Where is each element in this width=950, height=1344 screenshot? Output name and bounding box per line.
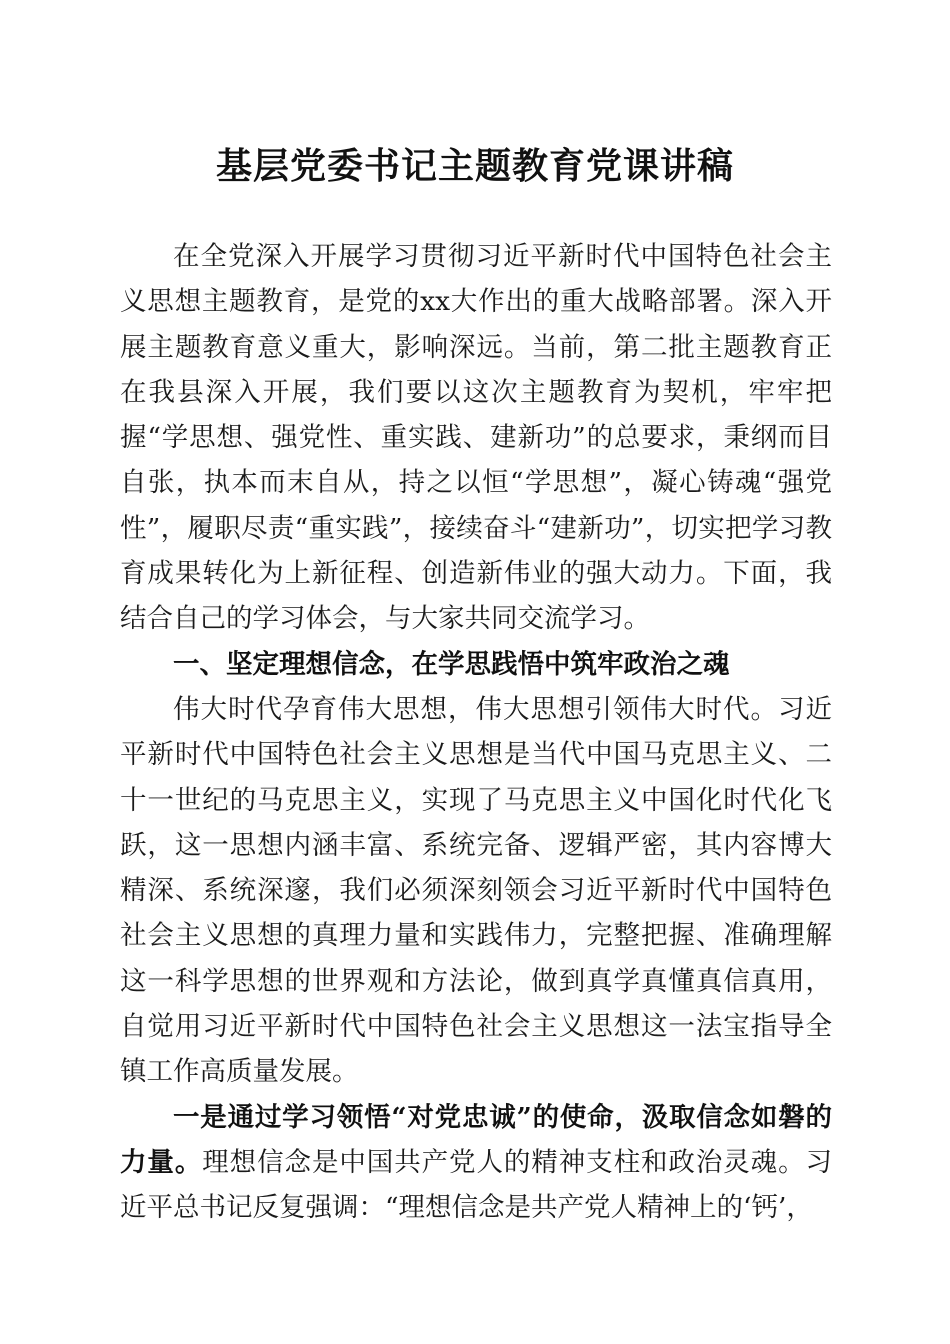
document-body (120, 234, 832, 1231)
intro-paragraph: 在全党深入开展学习贯彻习近平新时代中国特色社会主义思想主题教育，是党的xx大作出的重大战略部署。深入开展主题教育意义重大，影响深远。当前，第二批主题教育正在我县深入开展，我们要以这次主题教育为契机，牢牢把握“学思想、强党性、重实践、建新功”的总要求，秉纲而目自张，执本而末自从，持之以恒“学思想”，凝心铸魂“强党性”，履职尽责“重实践”，接续奋斗“建新功”，切实把学习教育成果转化为上新征程、创造新伟业的强大动力。下面，我结合自己的学习体会，与大家共同交流学习。 (120, 241, 832, 635)
point-1-text: 理想信念是中国共产党人的精神支柱和政治灵魂。习近平总书记反复强调：“理想信念是共产党人精神上的‘钙’， (120, 1146, 833, 1224)
section-1-paragraph: 伟大时代孕育伟大思想，伟大思想引领伟大时代。习近平新时代中国特色社会主义思想是当代中国马克思主义、二十一世纪的马克思主义，实现了马克思主义中国化时代化飞跃，这一思想内涵丰富、系统完备、逻辑严密，其内容博大精深、系统深邃，我们必须深刻领会习近平新时代中国特色社会主义思想的真理力量和实践伟力，完整把握、准确理解这一科学思想的世界观和方法论，做到真学真懂真信真用，自觉用习近平新时代中国特色社会主义思想这一法宝指导全镇工作高质量发展。 (120, 693, 832, 1088)
document-title: 基层党委书记主题教育党课讲稿 (215, 145, 734, 187)
point-1-paragraph (120, 1095, 832, 1231)
section-heading-1: 一、坚定理想信念，在学思践悟中筑牢政治之魂 (173, 648, 730, 680)
point-1-lead: 一是通过学习领悟“对党忠诚”的使命，汲取信念如磐的力量。 (120, 1101, 832, 1178)
